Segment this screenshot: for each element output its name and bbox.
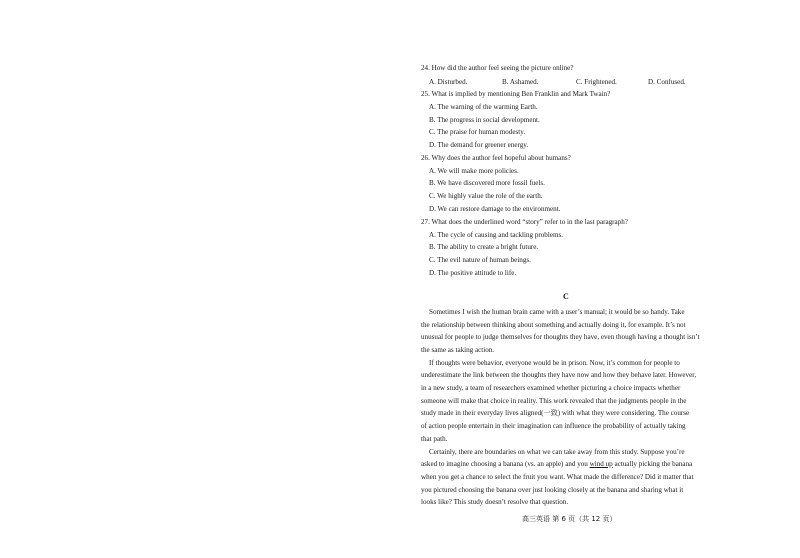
question-27-stem-word: story [525, 218, 540, 226]
question-27-option-a: A. The cycle of causing and tackling problems. [429, 231, 564, 239]
passage-line: you pictured choosing the banana over just looking closely at the banana and sharing what it [421, 486, 684, 494]
passage-line: underestimate the link between the thoughts they have now and how they behave later. However, [421, 371, 697, 379]
question-27-stem-post: ” refer to in the last paragraph? [539, 218, 628, 226]
question-27-option-b: B. The ability to create a bright future. [429, 243, 539, 251]
passage-line: of action people entertain in their imagination can influence the probability of actually taking [421, 422, 686, 430]
question-24-option-c: C. Frightened. [576, 78, 617, 86]
question-26-option-b: B. We have discovered more fossil fuels. [429, 179, 545, 187]
passage-line: looks like? This study doesn’t resolve that question. [421, 498, 569, 506]
passage-line: study made in their everyday lives aligned(一致) with what they were considering. The course [421, 409, 690, 417]
question-25-option-a: A. The warning of the warming Earth. [429, 103, 538, 111]
question-27-stem-pre: 27. What does the underlined word “ [421, 218, 526, 226]
passage-line: Certainly, there are boundaries on what we can take away from this study. Suppose you’re [429, 448, 685, 456]
passage-line-tail: actually picking the banana [612, 460, 693, 468]
question-25-option-d: D. The demand for greener energy. [429, 141, 529, 149]
page-footer: 高三英语 第 6 页（共 12 页） [522, 515, 617, 523]
passage-line: someone will make that choice in reality. This work revealed that the judgments people in the [421, 397, 687, 405]
passage-line: Sometimes I wish the human brain came with a user’s manual; it would be so handy. Take [429, 308, 685, 316]
passage-line: in a new study, a team of researchers examined whether picturing a choice impacts whether [421, 384, 681, 392]
question-25-stem: 25. What is implied by mentioning Ben Franklin and Mark Twain? [421, 90, 611, 98]
passage-line: unusual for people to judge themselves for thoughts they have, even though having a thought isn’t [421, 333, 700, 341]
question-25-option-c: C. The praise for human modesty. [429, 128, 526, 136]
question-27-option-d: D. The positive attitude to life. [429, 269, 517, 277]
question-24-option-d: D. Confused. [648, 78, 686, 86]
question-26-option-c: C. We highly value the role of the earth. [429, 192, 543, 200]
question-24-option-a: A. Disturbed. [429, 78, 468, 86]
passage-line-start: asked to imagine choosing a banana (vs. an apple) and you [421, 460, 590, 468]
underlined-phrase: wind up [589, 460, 613, 468]
passage-title: C [563, 292, 569, 301]
passage-line: when you get a chance to select the fruit you want. What made the difference? Did it matter that [421, 473, 694, 481]
question-27-stem [421, 218, 628, 227]
question-26-stem: 26. Why does the author feel hopeful about humans? [421, 154, 571, 162]
question-26-option-d: D. We can restore damage to the environment. [429, 205, 561, 213]
passage-line-with-underline [421, 460, 692, 469]
passage-line: the same as taking action. [421, 346, 495, 354]
passage-line: that path. [421, 435, 448, 443]
question-25-option-b: B. The progress in social development. [429, 116, 540, 124]
question-24-stem: 24. How did the author feel seeing the picture online? [421, 64, 574, 72]
question-24-option-b: B. Ashamed. [502, 78, 539, 86]
passage-line: the relationship between thinking about something and actually doing it, for example. It’s not [421, 321, 686, 329]
passage-line: If thoughts were behavior, everyone would be in prison. Now, it’s common for people to [429, 359, 680, 367]
question-26-option-a: A. We will make more policies. [429, 167, 519, 175]
question-27-option-c: C. The evil nature of human beings. [429, 256, 531, 264]
